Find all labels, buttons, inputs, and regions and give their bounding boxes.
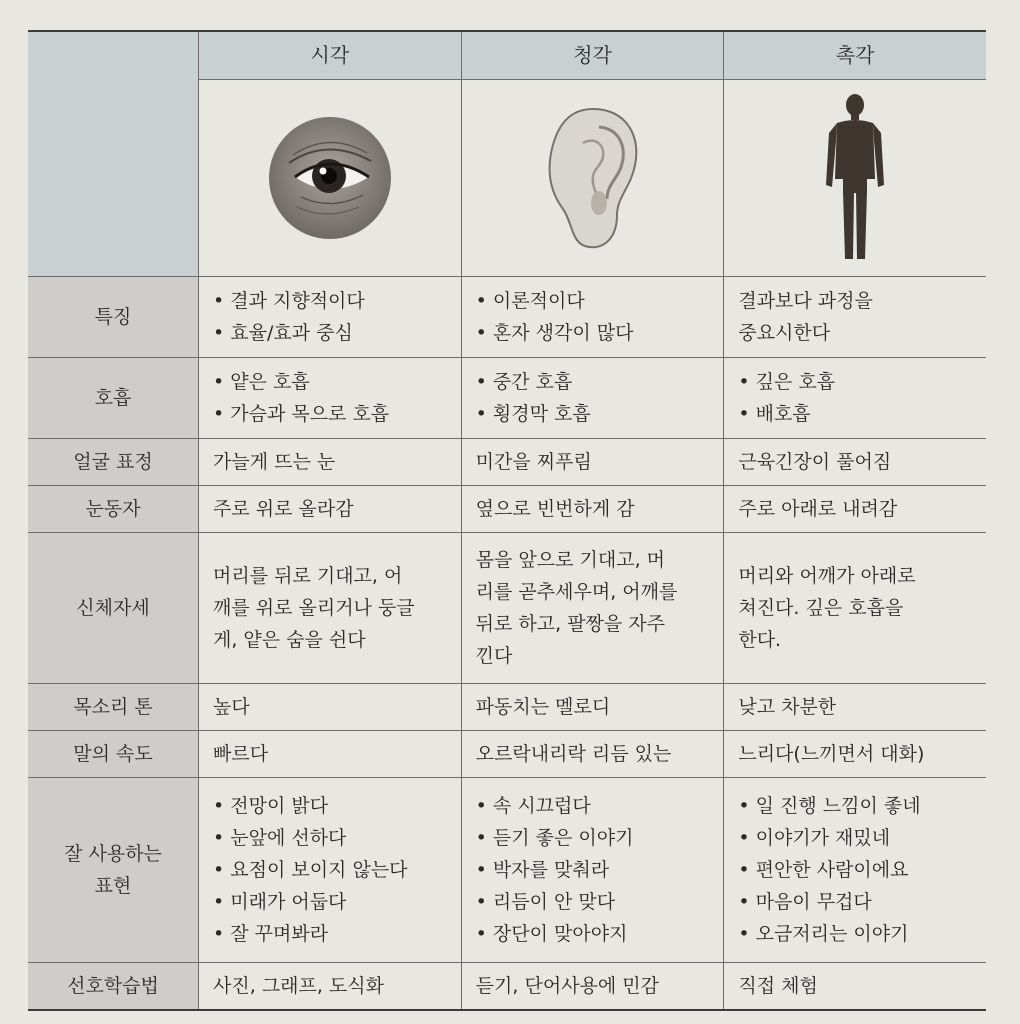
row-label bbox=[28, 684, 199, 730]
ear-icon bbox=[543, 103, 643, 253]
row-label bbox=[28, 963, 199, 1009]
table-cell bbox=[462, 533, 725, 683]
table-cell bbox=[462, 486, 725, 532]
cell-text: 게, 얕은 숨을 쉰다 bbox=[213, 629, 366, 651]
bullet-item: • 박자를 맞춰라 bbox=[476, 854, 710, 886]
row-label bbox=[28, 277, 199, 357]
ear-image-cell bbox=[462, 80, 725, 276]
table-cell bbox=[724, 778, 986, 962]
cell-text: 한다. bbox=[738, 629, 782, 651]
table-cell bbox=[199, 684, 462, 730]
table-cell bbox=[724, 684, 986, 730]
bullet-item: • 듣기 좋은 이야기 bbox=[476, 822, 710, 854]
header-row bbox=[28, 32, 986, 277]
bullet-item: • 눈앞에 선하다 bbox=[213, 822, 447, 854]
table-row bbox=[28, 778, 986, 963]
table-row bbox=[28, 533, 986, 684]
table-cell bbox=[199, 533, 462, 683]
cell-text: 낮고 차분한 bbox=[738, 696, 837, 718]
bullet-item: • 잘 꾸며봐라 bbox=[213, 918, 447, 950]
table-cell bbox=[724, 731, 986, 777]
bullet-item: • 결과 지향적이다 bbox=[213, 285, 447, 317]
row-label-text: 목소리 톤 bbox=[73, 696, 153, 718]
row-label-text: 말의 속도 bbox=[73, 743, 153, 765]
bullet-item: • 속 시끄럽다 bbox=[476, 790, 710, 822]
table-row bbox=[28, 358, 986, 439]
row-label-text: 호흡 bbox=[94, 387, 132, 409]
bullet-item: • 중간 호흡 bbox=[476, 366, 710, 398]
table-cell bbox=[199, 439, 462, 485]
cell-text: 깨를 위로 올리거나 둥글 bbox=[213, 597, 415, 619]
bullet-item: • 오금저리는 이야기 bbox=[738, 918, 972, 950]
cell-text: 가늘게 뜨는 눈 bbox=[213, 451, 336, 473]
table-cell bbox=[199, 486, 462, 532]
row-label bbox=[28, 358, 199, 438]
row-label-text: 신체자세 bbox=[76, 597, 150, 619]
table-cell bbox=[462, 684, 725, 730]
table-cell bbox=[462, 731, 725, 777]
bullet-item: • 마음이 무겁다 bbox=[738, 886, 972, 918]
table-row bbox=[28, 963, 986, 1009]
row-label-text: 눈동자 bbox=[85, 498, 141, 520]
cell-text: 듣기, 단어사용에 민감 bbox=[475, 975, 659, 997]
row-label-text: 얼굴 표정 bbox=[73, 451, 153, 473]
table-cell bbox=[462, 778, 725, 962]
cell-text: 머리를 뒤로 기대고, 어 bbox=[213, 565, 403, 587]
cell-text: 높다 bbox=[213, 696, 250, 718]
cell-text: 빠르다 bbox=[213, 743, 269, 765]
row-label bbox=[28, 486, 199, 532]
row-label-text: 특징 bbox=[94, 306, 132, 328]
comparison-table bbox=[28, 30, 986, 1011]
table-cell bbox=[199, 731, 462, 777]
cell-text: 미간을 찌푸림 bbox=[475, 451, 592, 473]
cell-text: 뒤로 하고, 팔짱을 자주 bbox=[475, 613, 666, 635]
bullet-item: • 이론적이다 bbox=[476, 285, 710, 317]
table-body bbox=[28, 277, 986, 1009]
cell-text: 몸을 앞으로 기대고, 머 bbox=[475, 549, 666, 571]
cell-text: 머리와 어깨가 아래로 bbox=[738, 565, 916, 587]
table-cell bbox=[724, 439, 986, 485]
table-cell bbox=[199, 277, 462, 357]
table-cell bbox=[462, 963, 725, 1009]
bullet-item: • 편안한 사람이에요 bbox=[738, 854, 972, 886]
bullet-item: • 횡경막 호흡 bbox=[476, 398, 710, 430]
row-label bbox=[28, 533, 199, 683]
eye-image-cell bbox=[199, 80, 462, 276]
cell-text: 리를 곧추세우며, 어깨를 bbox=[475, 581, 678, 603]
row-label-text: 선호학습법 bbox=[67, 975, 159, 997]
human-body-icon bbox=[823, 93, 887, 263]
cell-text: 낀다 bbox=[475, 645, 513, 667]
corner-cell bbox=[28, 32, 199, 276]
table-cell bbox=[462, 439, 725, 485]
table-cell bbox=[199, 358, 462, 438]
table-row bbox=[28, 486, 986, 533]
bullet-item: • 리듬이 안 맞다 bbox=[476, 886, 710, 918]
bullet-item: • 효율/효과 중심 bbox=[213, 317, 447, 349]
bullet-item: • 깊은 호흡 bbox=[738, 366, 972, 398]
table-cell bbox=[724, 358, 986, 438]
table-cell bbox=[724, 277, 986, 357]
row-label bbox=[28, 778, 199, 962]
body-image-cell bbox=[724, 80, 986, 276]
table-cell bbox=[724, 533, 986, 683]
table-cell bbox=[199, 963, 462, 1009]
bullet-item: • 요점이 보이지 않는다 bbox=[213, 854, 447, 886]
cell-text: 사진, 그래프, 도식화 bbox=[213, 975, 384, 997]
row-label-text: 잘 사용하는 bbox=[64, 843, 162, 865]
bullet-item: • 배호흡 bbox=[738, 398, 972, 430]
table-row bbox=[28, 684, 986, 731]
column-header-visual: 시각 bbox=[199, 32, 462, 80]
bullet-item: • 장단이 맞아야지 bbox=[476, 918, 710, 950]
table-cell bbox=[199, 778, 462, 962]
table-row bbox=[28, 277, 986, 358]
row-label bbox=[28, 731, 199, 777]
row-label-text: 표현 bbox=[94, 875, 132, 897]
column-header-auditory: 청각 bbox=[462, 32, 725, 80]
bullet-item: • 혼자 생각이 많다 bbox=[476, 317, 710, 349]
cell-text: 근육긴장이 풀어짐 bbox=[738, 451, 892, 473]
column-header-kinesthetic: 촉각 bbox=[724, 32, 986, 80]
cell-text: 중요시한다 bbox=[738, 322, 831, 344]
table-row bbox=[28, 731, 986, 778]
table-cell bbox=[462, 277, 725, 357]
bullet-item: • 미래가 어둡다 bbox=[213, 886, 447, 918]
table-row bbox=[28, 439, 986, 486]
bullet-item: • 전망이 밝다 bbox=[213, 790, 447, 822]
cell-text: 옆으로 빈번하게 감 bbox=[475, 498, 635, 520]
bullet-item: • 일 진행 느낌이 좋네 bbox=[738, 790, 972, 822]
table-cell bbox=[724, 963, 986, 1009]
cell-text: 주로 아래로 내려감 bbox=[738, 498, 898, 520]
cell-text: 파동치는 멜로디 bbox=[475, 696, 611, 718]
cell-text: 느리다(느끼면서 대화) bbox=[738, 743, 925, 765]
cell-text: 결과보다 과정을 bbox=[738, 290, 873, 312]
cell-text: 오르락내리락 리듬 있는 bbox=[475, 743, 672, 765]
bullet-item: • 가슴과 목으로 호흡 bbox=[213, 398, 447, 430]
eye-icon bbox=[267, 115, 393, 241]
cell-text: 직접 체험 bbox=[738, 975, 818, 997]
bullet-item: • 이야기가 재밌네 bbox=[738, 822, 972, 854]
table-cell bbox=[462, 358, 725, 438]
cell-text: 주로 위로 올라감 bbox=[213, 498, 354, 520]
bullet-item: • 얕은 호흡 bbox=[213, 366, 447, 398]
cell-text: 쳐진다. 깊은 호흡을 bbox=[738, 597, 904, 619]
row-label bbox=[28, 439, 199, 485]
table-cell bbox=[724, 486, 986, 532]
